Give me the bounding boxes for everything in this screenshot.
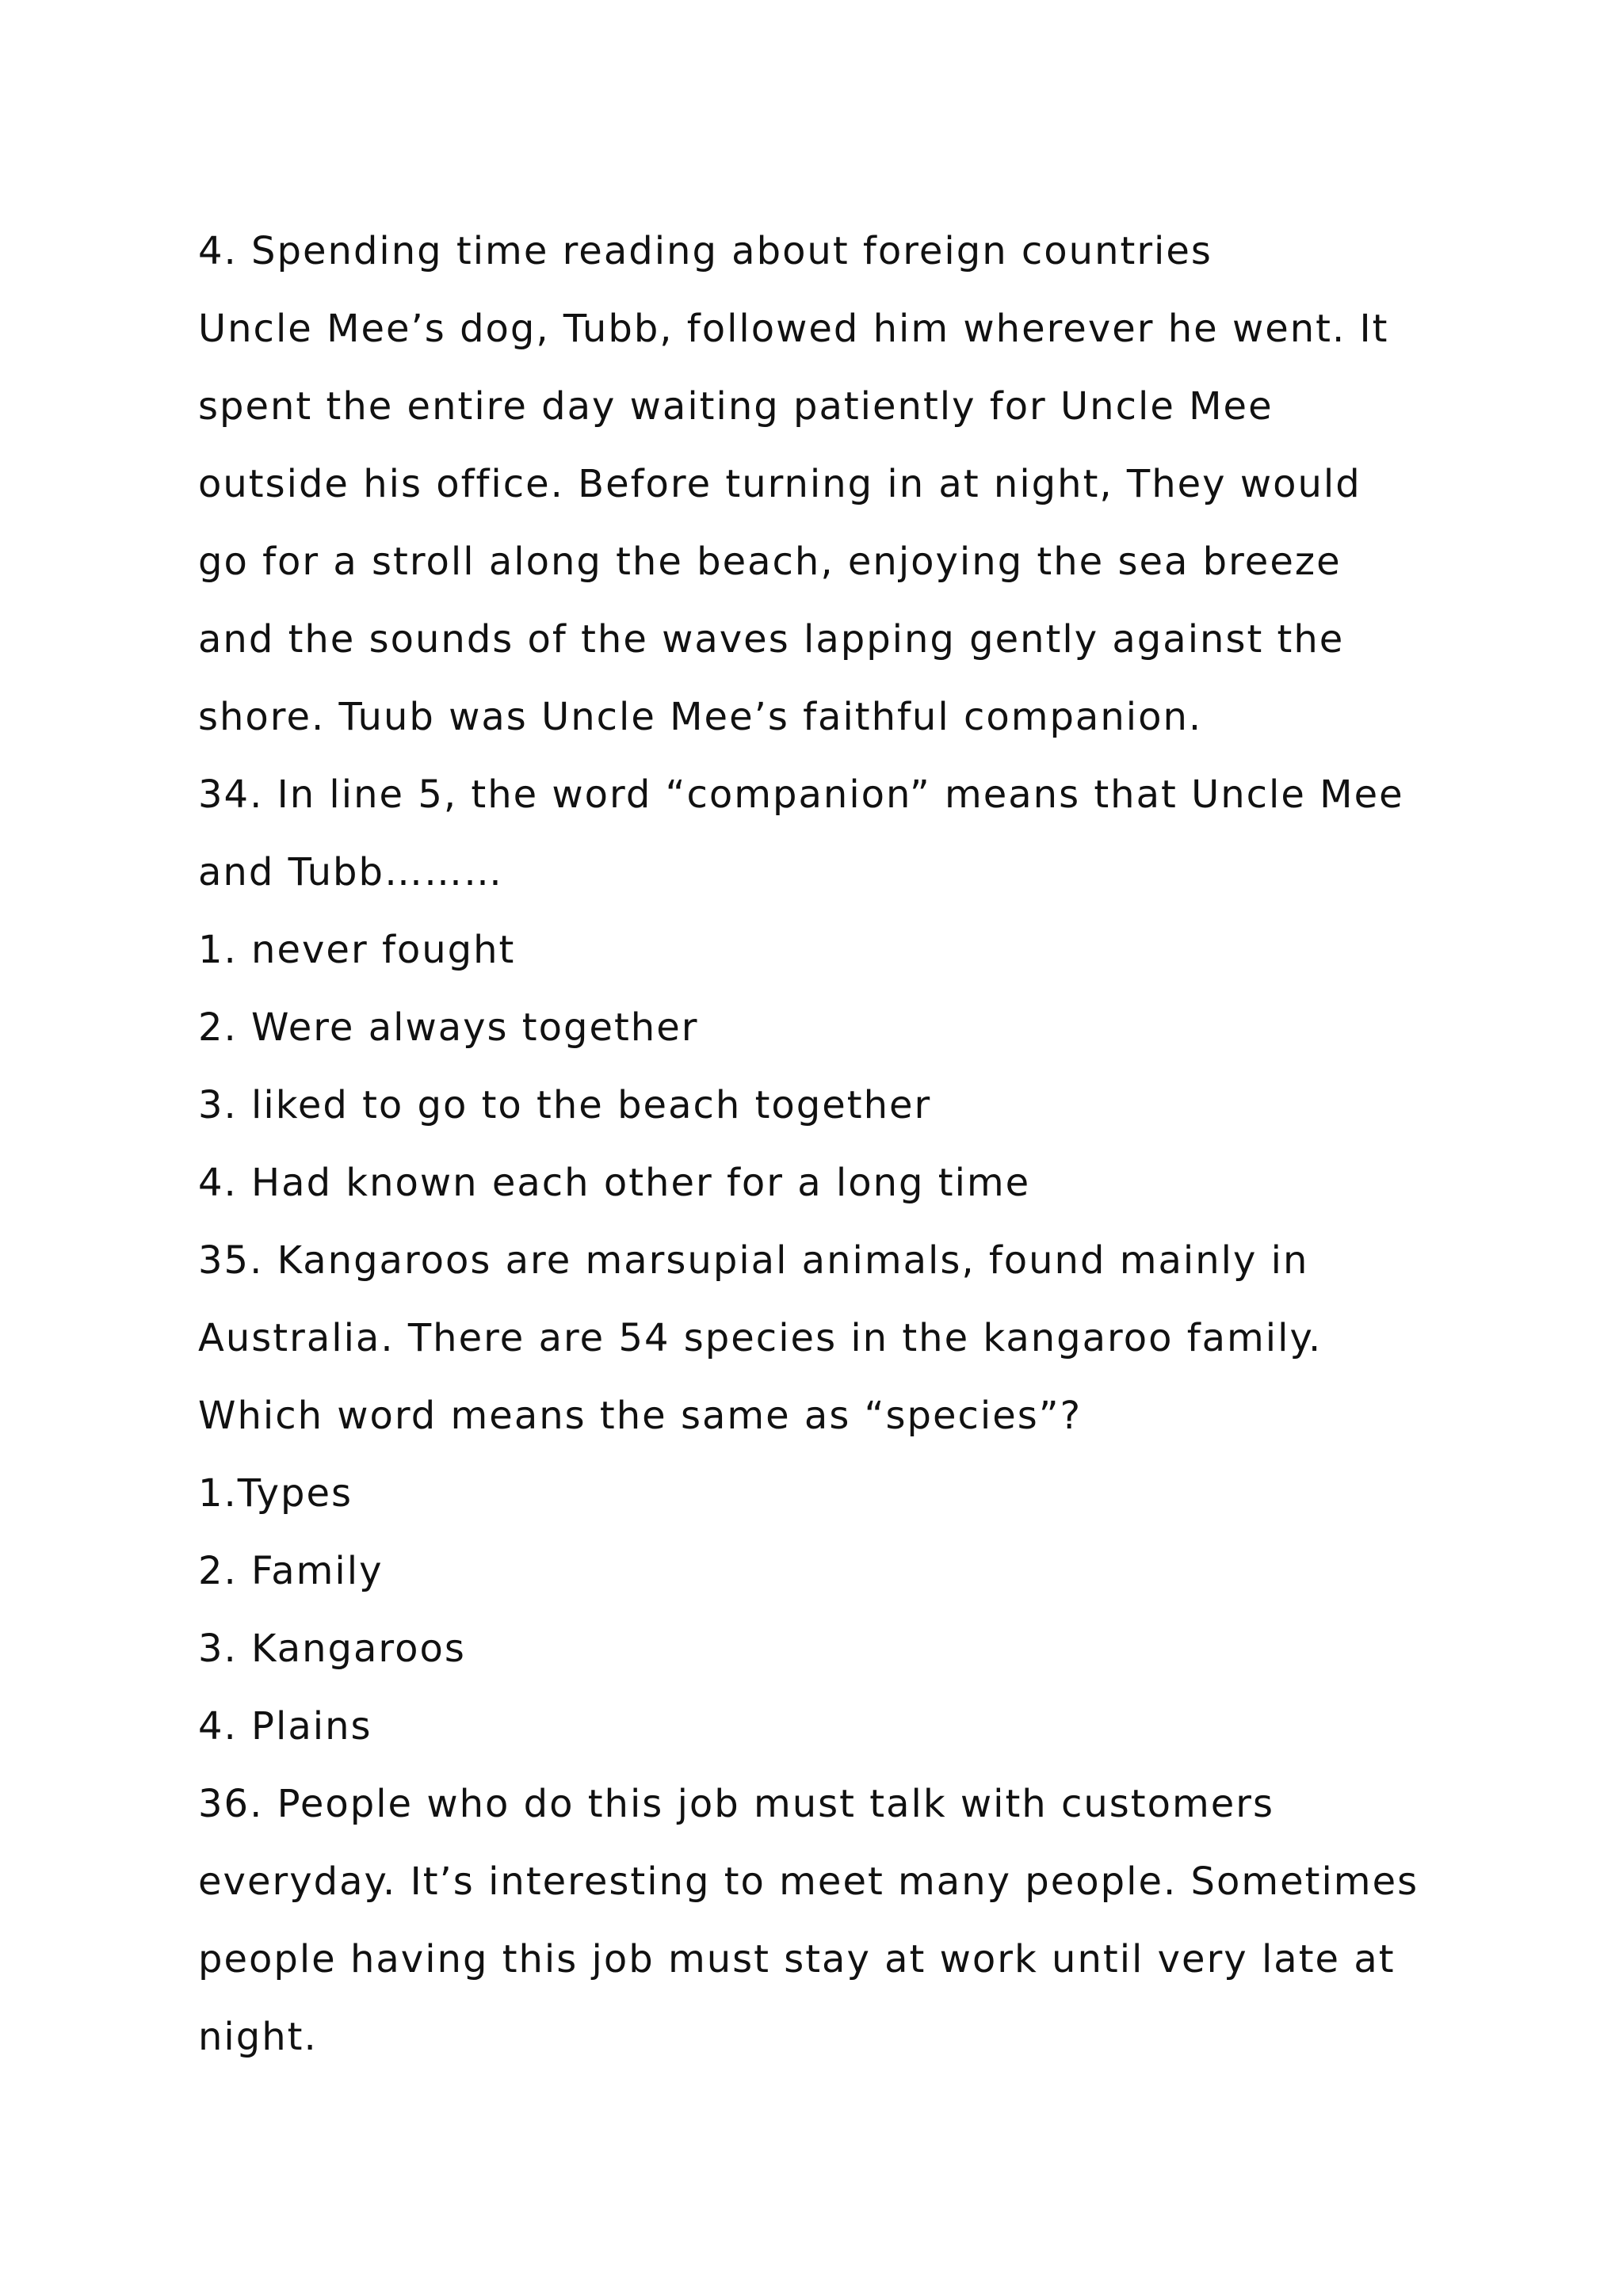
question-35-continued: Australia. There are 54 species in the kangaroo family.	[198, 1316, 1323, 1360]
question-36: 36. People who do this job must talk with customers	[198, 1782, 1275, 1826]
passage-line: and the sounds of the waves lapping gently against the	[198, 617, 1345, 662]
question-34: 34. In line 5, the word “companion” means that Uncle Mee	[198, 772, 1404, 817]
q34-option-3: 3. liked to go to the beach together	[198, 1083, 932, 1127]
q35-option-2: 2. Family	[198, 1549, 384, 1593]
question-36-continued: people having this job must stay at work until very late at	[198, 1937, 1396, 1981]
question-35: 35. Kangaroos are marsupial animals, found mainly in	[198, 1238, 1309, 1283]
question-36-continued: night.	[198, 2015, 318, 2059]
passage-line: spent the entire day waiting patiently for Uncle Mee	[198, 384, 1274, 429]
q35-option-1: 1.Types	[198, 1471, 353, 1516]
option-4-foreign-countries: 4. Spending time reading about foreign countries	[198, 229, 1212, 273]
q34-option-1: 1. never fought	[198, 928, 516, 972]
passage-line: outside his office. Before turning in at night, They would	[198, 462, 1361, 506]
passage-line: shore. Tuub was Uncle Mee’s faithful companion.	[198, 695, 1203, 739]
document-page	[198, 212, 1466, 2076]
passage-line: go for a stroll along the beach, enjoying the sea breeze	[198, 540, 1342, 584]
q34-option-4: 4. Had known each other for a long time	[198, 1161, 1031, 1205]
q34-option-2: 2. Were always together	[198, 1005, 699, 1050]
passage-line: Uncle Mee’s dog, Tubb, followed him wherever he went. It	[198, 307, 1389, 351]
question-34-continued: and Tubb………	[198, 850, 503, 894]
question-35-prompt: Which word means the same as “species”?	[198, 1394, 1083, 1438]
q35-option-4: 4. Plains	[198, 1704, 372, 1749]
question-36-continued: everyday. It’s interesting to meet many people. Sometimes	[198, 1859, 1419, 1904]
q35-option-3: 3. Kangaroos	[198, 1627, 466, 1671]
